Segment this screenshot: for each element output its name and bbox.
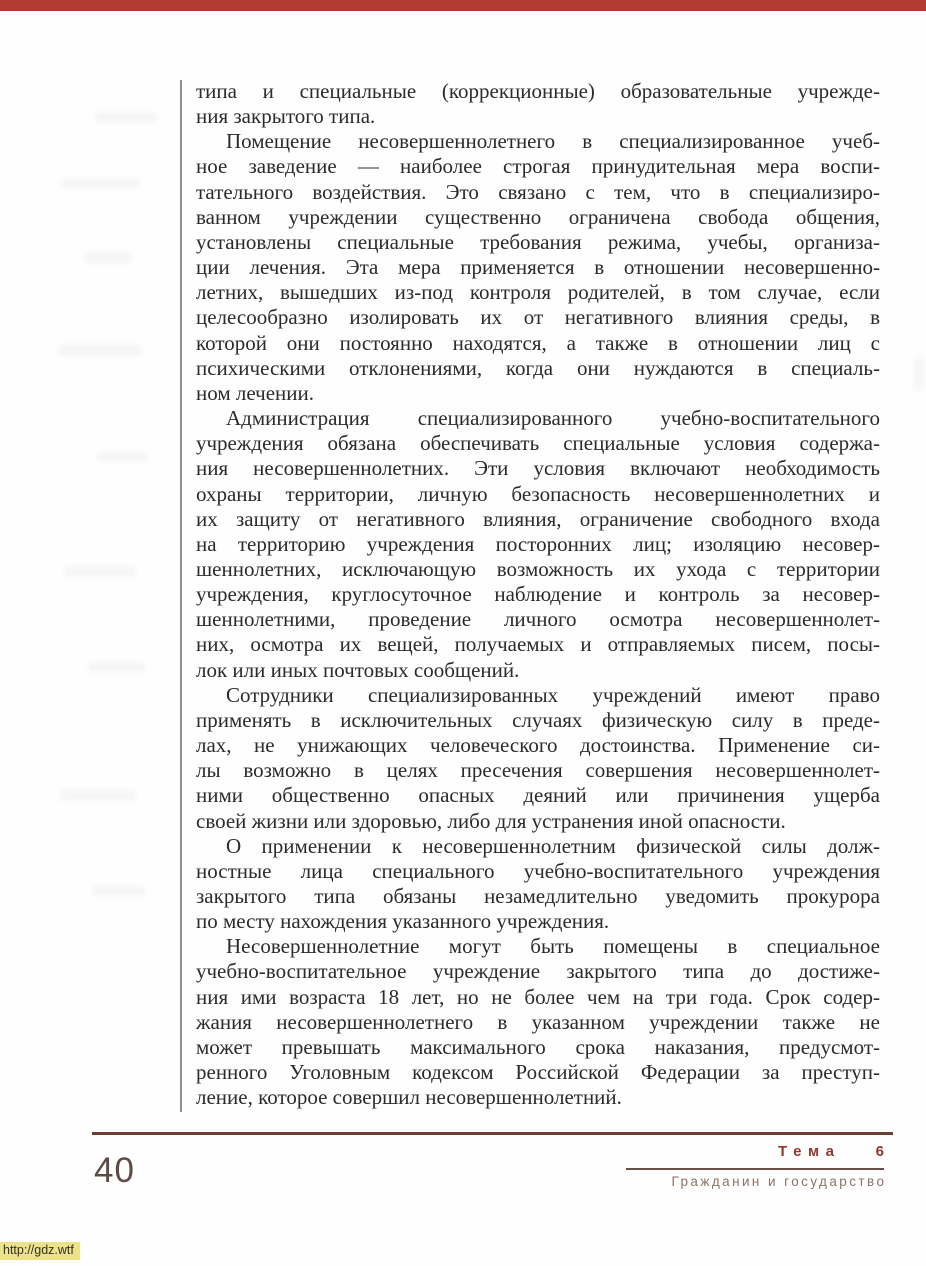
theme-underline: [626, 1168, 884, 1170]
scan-artifact: [914, 358, 924, 390]
text-line: жания несовершеннолетнего в указанном учреждении также не: [196, 1009, 880, 1034]
theme-label: Тема 6: [777, 1143, 891, 1160]
scan-artifact: [58, 344, 142, 356]
text-line: ния несовершеннолетних. Эти условия включают необходимость: [196, 456, 880, 481]
top-red-band: [0, 0, 926, 11]
text-line: ностные лица специального учебно-воспитательного учреждения: [196, 858, 880, 883]
text-line: ния закрытого типа.: [196, 104, 376, 129]
text-line: ними общественно опасных деяний или причинения ущерба: [196, 783, 880, 808]
text-line: лок или иных почтовых сообщений.: [196, 657, 520, 682]
text-line: по месту нахождения указанного учреждения.: [196, 909, 610, 934]
paragraph: [196, 934, 880, 1110]
text-line: шеннолетних, исключающую возможность их ухода с территории: [196, 556, 880, 581]
text-line: Несовершеннолетние могут быть помещены в специальное: [226, 934, 880, 959]
text-line: шеннолетними, проведение личного осмотра несовершеннолет-: [196, 607, 880, 632]
text-line: своей жизни или здоровью, либо для устранения иной опасности.: [196, 808, 786, 833]
text-line: ное заведение — наиболее строгая принудительная мера воспи-: [196, 154, 880, 179]
text-line: Сотрудники специализированных учреждений имеют право: [226, 682, 880, 707]
text-line: ренного Уголовным кодексом Российской Федерации за преступ-: [196, 1060, 880, 1085]
margin-rule: [180, 80, 182, 1112]
text-line: Администрация специализированного учебно-воспитательного: [226, 406, 880, 431]
scan-artifact: [60, 790, 136, 801]
scan-artifact: [95, 112, 157, 123]
text-line: их защиту от негативного влияния, ограничение свободного входа: [196, 506, 880, 531]
paragraph: [196, 129, 880, 406]
footer-theme-block: [626, 1143, 891, 1189]
text-line: типа и специальные (коррекционные) образовательные учрежде-: [196, 79, 880, 103]
text-line: них, осмотра их вещей, получаемых и отправляемых писем, посы-: [196, 632, 880, 657]
scan-artifact: [62, 178, 140, 188]
page-text: [196, 79, 880, 1110]
text-line: которой они постоянно находятся, а также в отношении лиц с: [196, 330, 880, 355]
text-line: ванном учреждении существенно ограничена свобода общения,: [196, 204, 880, 229]
text-line: психическими отклонениями, когда они нуждаются в специаль-: [196, 355, 880, 380]
text-line: закрытого типа обязаны незамедлительно уведомить прокурора: [196, 884, 880, 908]
text-line: лы возможно в целях пресечения совершения несовершеннолет-: [196, 758, 880, 783]
text-line: летних, вышедших из-под контроля родителей, в том случае, если: [196, 280, 880, 305]
text-line: Помещение несовершеннолетнего в специализированное учеб-: [226, 129, 880, 154]
scan-artifact: [92, 886, 146, 896]
footer-rule: [92, 1132, 893, 1135]
text-line: лах, не унижающих человеческого достоинства. Применение си-: [196, 733, 880, 758]
text-line: О применении к несовершеннолетним физической силы долж-: [226, 833, 880, 858]
scan-artifact: [88, 662, 146, 672]
text-line: ление, которое совершил несовершеннолетний.: [196, 1085, 622, 1110]
text-line: ции лечения. Эта мера применяется в отношении несовершенно-: [196, 255, 880, 280]
text-line: учреждения, круглосуточное наблюдение и контроль за несовер-: [196, 582, 880, 607]
scan-artifact: [96, 452, 148, 462]
text-line: учебно-воспитательное учреждение закрытого типа до достиже-: [196, 959, 880, 984]
text-line: ния ими возраста 18 лет, но не более чем на три года. Срок содер-: [196, 984, 880, 1009]
text-line: учреждения обязана обеспечивать специальные условия содержа-: [196, 431, 880, 456]
text-line: установлены специальные требования режима, учебы, организа-: [196, 229, 880, 254]
site-watermark: http://gdz.wtf: [0, 1242, 80, 1260]
paragraph: [196, 406, 880, 683]
scan-artifact: [84, 252, 132, 263]
text-line: применять в исключительных случаях физическую силу в преде-: [196, 707, 880, 732]
scan-artifact: [64, 566, 136, 577]
paragraph: [196, 834, 880, 935]
text-line: ном лечении.: [196, 380, 315, 405]
page-number: 40: [94, 1151, 135, 1190]
text-line: на территорию учреждения посторонних лиц; изоляцию несовер-: [196, 531, 880, 556]
text-line: тательного воздействия. Это связано с тем, что в специализиро-: [196, 179, 880, 204]
text-line: охраны территории, личную безопасность несовершеннолетних и: [196, 481, 880, 506]
text-line: может превышать максимального срока наказания, предусмот-: [196, 1034, 880, 1059]
paragraph: [196, 683, 880, 834]
section-title: Гражданин и государство: [671, 1174, 887, 1189]
text-line: целесообразно изолировать их от негативного влияния среды, в: [196, 305, 880, 330]
paragraph: [196, 79, 880, 129]
